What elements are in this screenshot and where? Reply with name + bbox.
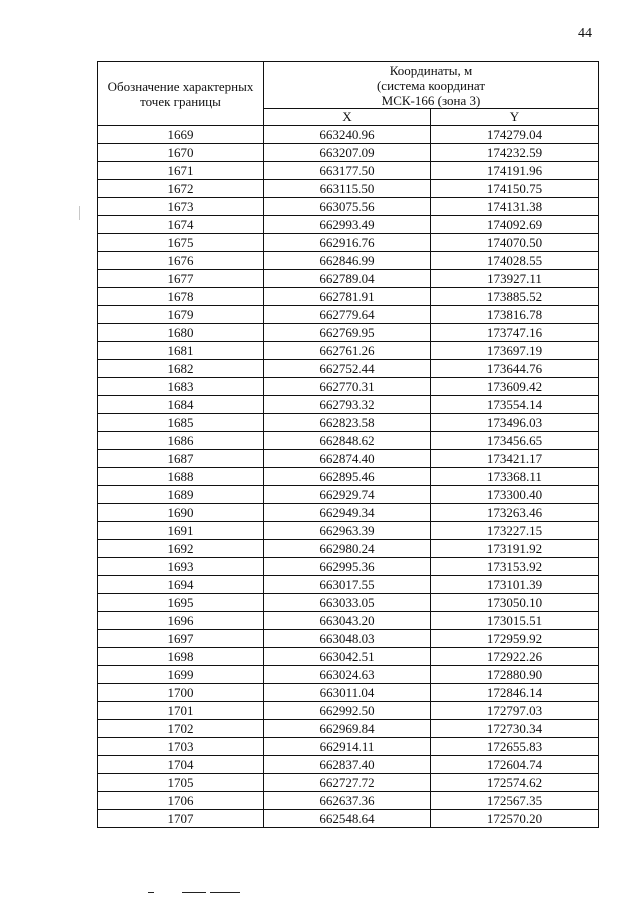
- coordinates-header: [264, 62, 599, 109]
- table-row: [98, 486, 599, 504]
- table-row: [98, 378, 599, 396]
- x-coordinate-cell: 662752.44: [264, 360, 431, 378]
- y-coordinate-cell: 173697.19: [431, 342, 599, 360]
- x-coordinate-cell: 663177.50: [264, 162, 431, 180]
- point-cell: 1690: [98, 504, 264, 522]
- table-row: [98, 522, 599, 540]
- table-row: [98, 630, 599, 648]
- table-row: [98, 558, 599, 576]
- y-coordinate-cell: 173496.03: [431, 414, 599, 432]
- x-coordinate-cell: 662874.40: [264, 450, 431, 468]
- x-coordinate-cell: 662929.74: [264, 486, 431, 504]
- point-cell: 1672: [98, 180, 264, 198]
- y-coordinate-cell: 172880.90: [431, 666, 599, 684]
- y-column-header: Y: [431, 109, 599, 126]
- x-coordinate-cell: 662963.39: [264, 522, 431, 540]
- x-coordinate-cell: 663048.03: [264, 630, 431, 648]
- y-coordinate-cell: 173554.14: [431, 396, 599, 414]
- point-cell: 1693: [98, 558, 264, 576]
- x-coordinate-cell: 663207.09: [264, 144, 431, 162]
- point-cell: 1705: [98, 774, 264, 792]
- point-cell: 1674: [98, 216, 264, 234]
- x-coordinate-cell: 662837.40: [264, 756, 431, 774]
- point-cell: 1691: [98, 522, 264, 540]
- y-coordinate-cell: 173816.78: [431, 306, 599, 324]
- point-cell: 1671: [98, 162, 264, 180]
- x-coordinate-cell: 663033.05: [264, 594, 431, 612]
- y-coordinate-cell: 173609.42: [431, 378, 599, 396]
- x-coordinate-cell: 663075.56: [264, 198, 431, 216]
- x-coordinate-cell: 662789.04: [264, 270, 431, 288]
- point-cell: 1670: [98, 144, 264, 162]
- x-coordinate-cell: 662895.46: [264, 468, 431, 486]
- y-coordinate-cell: 172567.35: [431, 792, 599, 810]
- table-row: [98, 576, 599, 594]
- table-row: [98, 648, 599, 666]
- table-row: [98, 198, 599, 216]
- x-coordinate-cell: 662949.34: [264, 504, 431, 522]
- table-row: [98, 360, 599, 378]
- point-cell: 1669: [98, 126, 264, 144]
- table-row: [98, 450, 599, 468]
- table-row: [98, 684, 599, 702]
- table-row: [98, 612, 599, 630]
- table-row: [98, 324, 599, 342]
- x-coordinate-cell: 662914.11: [264, 738, 431, 756]
- table-row: [98, 540, 599, 558]
- point-cell: 1692: [98, 540, 264, 558]
- point-cell: 1706: [98, 792, 264, 810]
- table-row: [98, 288, 599, 306]
- y-coordinate-cell: 173153.92: [431, 558, 599, 576]
- y-coordinate-cell: 174070.50: [431, 234, 599, 252]
- x-coordinate-cell: 663043.20: [264, 612, 431, 630]
- x-coordinate-cell: 662992.50: [264, 702, 431, 720]
- table-row: [98, 810, 599, 828]
- table-row: [98, 756, 599, 774]
- x-coordinate-cell: 663011.04: [264, 684, 431, 702]
- table-row: [98, 468, 599, 486]
- y-coordinate-cell: 174028.55: [431, 252, 599, 270]
- y-coordinate-cell: 172959.92: [431, 630, 599, 648]
- y-coordinate-cell: 172846.14: [431, 684, 599, 702]
- y-coordinate-cell: 173263.46: [431, 504, 599, 522]
- x-coordinate-cell: 663115.50: [264, 180, 431, 198]
- table-row: [98, 792, 599, 810]
- point-cell: 1686: [98, 432, 264, 450]
- point-cell: 1678: [98, 288, 264, 306]
- x-coordinate-cell: 662769.95: [264, 324, 431, 342]
- y-coordinate-cell: 173456.65: [431, 432, 599, 450]
- x-coordinate-cell: 662848.62: [264, 432, 431, 450]
- y-coordinate-cell: 174232.59: [431, 144, 599, 162]
- y-coordinate-cell: 172574.62: [431, 774, 599, 792]
- page-number: 44: [578, 26, 592, 41]
- point-cell: 1689: [98, 486, 264, 504]
- point-cell: 1707: [98, 810, 264, 828]
- x-coordinate-cell: 662993.49: [264, 216, 431, 234]
- point-cell: 1684: [98, 396, 264, 414]
- table-row: [98, 234, 599, 252]
- y-coordinate-cell: 173421.17: [431, 450, 599, 468]
- point-cell: 1679: [98, 306, 264, 324]
- table-row: [98, 162, 599, 180]
- y-coordinate-cell: 173101.39: [431, 576, 599, 594]
- x-coordinate-cell: 662995.36: [264, 558, 431, 576]
- point-cell: 1673: [98, 198, 264, 216]
- table-row: [98, 666, 599, 684]
- y-coordinate-cell: 173644.76: [431, 360, 599, 378]
- point-cell: 1702: [98, 720, 264, 738]
- point-cell: 1696: [98, 612, 264, 630]
- point-cell: 1687: [98, 450, 264, 468]
- x-coordinate-cell: 663024.63: [264, 666, 431, 684]
- point-cell: 1688: [98, 468, 264, 486]
- table-row: [98, 252, 599, 270]
- table-row: [98, 432, 599, 450]
- point-cell: 1680: [98, 324, 264, 342]
- y-coordinate-cell: 173300.40: [431, 486, 599, 504]
- y-coordinate-cell: 173927.11: [431, 270, 599, 288]
- y-coordinate-cell: 174092.69: [431, 216, 599, 234]
- y-coordinate-cell: 172604.74: [431, 756, 599, 774]
- table-row: [98, 342, 599, 360]
- table-row: [98, 774, 599, 792]
- table-row: [98, 270, 599, 288]
- table-row: [98, 414, 599, 432]
- point-cell: 1685: [98, 414, 264, 432]
- point-cell: 1699: [98, 666, 264, 684]
- table-row: [98, 594, 599, 612]
- x-coordinate-cell: 662823.58: [264, 414, 431, 432]
- x-coordinate-cell: 662980.24: [264, 540, 431, 558]
- y-coordinate-cell: 173191.92: [431, 540, 599, 558]
- table-row: [98, 126, 599, 144]
- footer-marks: [148, 892, 248, 896]
- coordinates-table-body: [98, 126, 599, 828]
- point-cell: 1683: [98, 378, 264, 396]
- y-coordinate-cell: 172922.26: [431, 648, 599, 666]
- point-cell: 1700: [98, 684, 264, 702]
- y-coordinate-cell: 173227.15: [431, 522, 599, 540]
- point-cell: 1681: [98, 342, 264, 360]
- point-cell: 1703: [98, 738, 264, 756]
- y-coordinate-cell: 172730.34: [431, 720, 599, 738]
- x-coordinate-cell: 662916.76: [264, 234, 431, 252]
- point-cell: 1697: [98, 630, 264, 648]
- y-coordinate-cell: 173747.16: [431, 324, 599, 342]
- x-coordinate-cell: 662779.64: [264, 306, 431, 324]
- x-coordinate-cell: 663240.96: [264, 126, 431, 144]
- margin-mark: [79, 206, 80, 220]
- point-cell: 1677: [98, 270, 264, 288]
- y-coordinate-cell: 172797.03: [431, 702, 599, 720]
- x-coordinate-cell: 662761.26: [264, 342, 431, 360]
- coordinates-table: [97, 61, 599, 828]
- x-coordinate-cell: 662727.72: [264, 774, 431, 792]
- x-coordinate-cell: 662846.99: [264, 252, 431, 270]
- x-coordinate-cell: 662793.32: [264, 396, 431, 414]
- x-coordinate-cell: 662969.84: [264, 720, 431, 738]
- y-coordinate-cell: 172570.20: [431, 810, 599, 828]
- x-coordinate-cell: 663017.55: [264, 576, 431, 594]
- y-coordinate-cell: 174131.38: [431, 198, 599, 216]
- table-row: [98, 216, 599, 234]
- point-cell: 1704: [98, 756, 264, 774]
- table-row: [98, 504, 599, 522]
- coordinates-header-line2: (система координат: [376, 78, 486, 93]
- point-designation-header: Обозначение характерных точек границы: [98, 62, 264, 126]
- point-cell: 1694: [98, 576, 264, 594]
- coordinates-header-line1: Координаты, м: [389, 63, 473, 78]
- x-coordinate-cell: 662781.91: [264, 288, 431, 306]
- x-coordinate-cell: 662548.64: [264, 810, 431, 828]
- point-cell: 1675: [98, 234, 264, 252]
- point-cell: 1676: [98, 252, 264, 270]
- y-coordinate-cell: 173050.10: [431, 594, 599, 612]
- table-row: [98, 144, 599, 162]
- table-row: [98, 720, 599, 738]
- table-row: [98, 180, 599, 198]
- table-row: [98, 738, 599, 756]
- point-cell: 1682: [98, 360, 264, 378]
- y-coordinate-cell: 174150.75: [431, 180, 599, 198]
- point-cell: 1695: [98, 594, 264, 612]
- table-row: [98, 306, 599, 324]
- y-coordinate-cell: 174191.96: [431, 162, 599, 180]
- y-coordinate-cell: 172655.83: [431, 738, 599, 756]
- point-cell: 1698: [98, 648, 264, 666]
- table-row: [98, 396, 599, 414]
- coordinates-header-line3: МСК-166 (зона 3): [381, 93, 481, 108]
- y-coordinate-cell: 174279.04: [431, 126, 599, 144]
- x-coordinate-cell: 663042.51: [264, 648, 431, 666]
- x-column-header: X: [264, 109, 431, 126]
- y-coordinate-cell: 173368.11: [431, 468, 599, 486]
- x-coordinate-cell: 662770.31: [264, 378, 431, 396]
- point-cell: 1701: [98, 702, 264, 720]
- x-coordinate-cell: 662637.36: [264, 792, 431, 810]
- table-row: [98, 702, 599, 720]
- y-coordinate-cell: 173015.51: [431, 612, 599, 630]
- y-coordinate-cell: 173885.52: [431, 288, 599, 306]
